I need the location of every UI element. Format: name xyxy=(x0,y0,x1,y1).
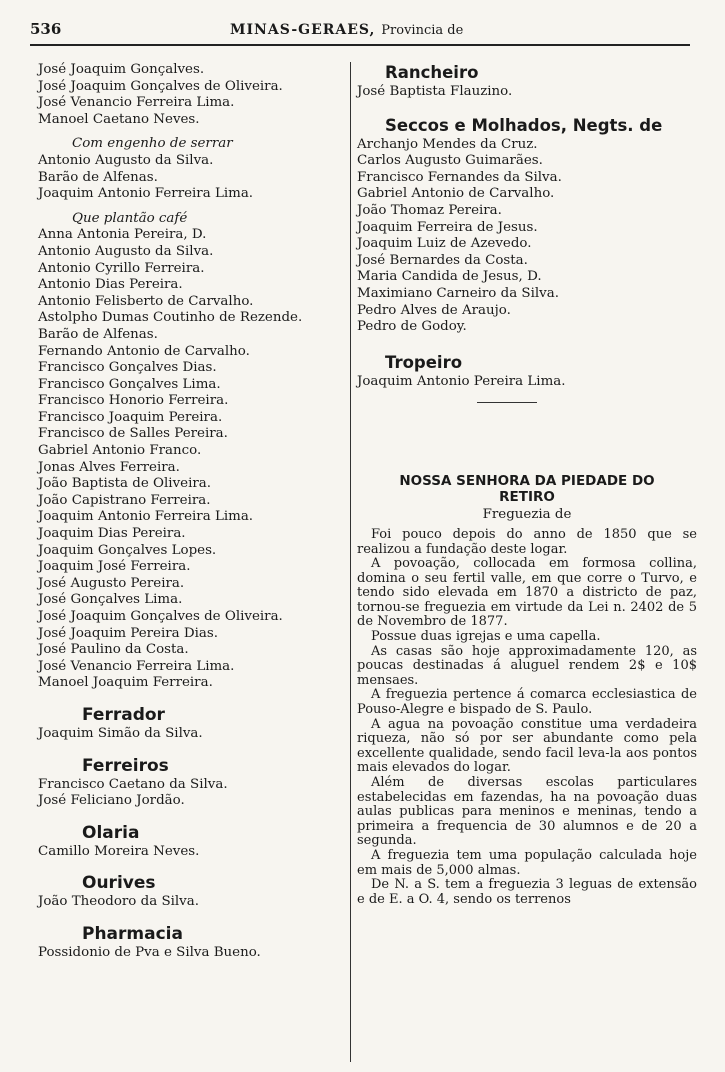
list-item: Francisco Gonçalves Lima. xyxy=(38,376,221,392)
list-engenho xyxy=(38,153,348,203)
page-number: 536 xyxy=(30,20,62,38)
cafe-heading: Que plantão café xyxy=(72,210,188,226)
list-item: Gabriel Antonio de Carvalho. xyxy=(357,186,555,202)
paragraph: A freguezia pertence á comarca ecclesiastica de Pouso-Alegre e bispado de S. Paulo. xyxy=(357,687,697,718)
list-item: Joaquim Ferreira de Jesus. xyxy=(357,219,538,235)
list-item: Camillo Moreira Neves. xyxy=(38,843,200,859)
tropeiro-heading: Tropeiro xyxy=(385,352,463,372)
list-item: Joaquim José Ferreira. xyxy=(38,559,191,575)
list-item: Francisco Caetano da Silva. xyxy=(38,776,228,792)
pharmacia-heading: Pharmacia xyxy=(82,923,183,944)
column-divider xyxy=(350,62,351,1062)
paragraph: As casas são hoje approximadamente 120, as poucas destinadas á aluguel rendem 2$ e 10$ mensaes. xyxy=(357,643,697,688)
list-item: José Bernardes da Costa. xyxy=(357,252,528,268)
ourives-heading: Ourives xyxy=(82,873,156,894)
seccos-heading: Seccos e Molhados, Negts. de xyxy=(385,115,663,135)
list-item: Barão de Alfenas. xyxy=(38,169,158,185)
list-item: Maximiano Carneiro da Silva. xyxy=(357,285,559,301)
list-item: José Baptista Flauzino. xyxy=(357,84,513,99)
paragraph: Foi pouco depois do anno de 1850 que se realizou a fundação deste logar. xyxy=(357,526,697,557)
left-column xyxy=(38,62,348,962)
list-item: Antonio Augusto da Silva. xyxy=(38,243,214,259)
olaria-heading: Olaria xyxy=(82,822,140,843)
article-title xyxy=(357,473,697,505)
list-item: Pedro de Godoy. xyxy=(357,319,467,335)
list-item: João Baptista de Oliveira. xyxy=(38,476,211,492)
freguezia-label: Freguezia de xyxy=(482,507,572,523)
list-item: Pedro Alves de Araujo. xyxy=(357,302,511,318)
list-item: Joaquim Gonçalves Lopes. xyxy=(38,542,217,558)
list-item: Francisco de Salles Pereira. xyxy=(38,426,228,442)
list-item: Joaquim Antonio Pereira Lima. xyxy=(357,373,566,389)
running-title xyxy=(230,22,463,38)
header-rule xyxy=(30,44,690,46)
list-item: Joaquim Luiz de Azevedo. xyxy=(357,236,532,252)
list-item: José Feliciano Jordão. xyxy=(38,793,185,809)
list-item: Barão de Alfenas. xyxy=(38,326,158,342)
list-item: João Theodoro da Silva. xyxy=(38,894,199,910)
list-item: José Venancio Ferreira Lima. xyxy=(38,95,235,111)
list-item: Francisco Gonçalves Dias. xyxy=(38,360,217,376)
article-title-line2: RETIRO xyxy=(499,489,555,506)
list-item: Antonio Augusto da Silva. xyxy=(38,152,214,168)
list-item: Antonio Felisberto de Carvalho. xyxy=(38,293,254,309)
list-item: José Joaquim Gonçalves de Oliveira. xyxy=(38,78,283,94)
engenho-heading: Com engenho de serrar xyxy=(72,136,233,152)
list-item: Joaquim Simão da Silva. xyxy=(38,725,203,741)
paragraph: Possue duas igrejas e uma capella. xyxy=(371,629,601,645)
list-item: José Augusto Pereira. xyxy=(38,575,185,591)
paragraph: Além de diversas escolas particulares estabelecidas em fazendas, ha na povoação duas aulas publicas para meninos e meninas, tendo a primeira a frequencia de 30 alumnos e de 20 a segunda. xyxy=(357,775,697,849)
list-item: Anna Antonia Pereira, D. xyxy=(38,227,207,243)
list-item: Jonas Alves Ferreira. xyxy=(38,459,180,475)
rancheiro-heading: Rancheiro xyxy=(385,63,479,82)
list-item: Maria Candida de Jesus, D. xyxy=(357,269,542,285)
ferreiros-heading: Ferreiros xyxy=(82,755,169,776)
list-item: Carlos Augusto Guimarães. xyxy=(357,153,543,169)
list-item: João Thomaz Pereira. xyxy=(357,202,502,218)
list-item: Manoel Joaquim Ferreira. xyxy=(38,675,213,691)
list-item: José Joaquim Gonçalves. xyxy=(38,62,205,77)
list-item: José Venancio Ferreira Lima. xyxy=(38,658,235,674)
list-block1 xyxy=(38,62,348,128)
list-item: Archanjo Mendes da Cruz. xyxy=(357,136,538,152)
paragraph: A freguezia tem uma população calculada hoje em mais de 5,000 almas. xyxy=(357,847,697,878)
ferrador-heading: Ferrador xyxy=(82,704,165,725)
section-rule xyxy=(477,402,537,403)
running-title-sub: Provincia de xyxy=(381,23,464,38)
list-item: José Paulino da Costa. xyxy=(38,642,189,658)
list-item: Gabriel Antonio Franco. xyxy=(38,443,202,459)
list-item: José Joaquim Pereira Dias. xyxy=(38,625,219,641)
list-item: Antonio Cyrillo Ferreira. xyxy=(38,260,205,276)
list-item: José Joaquim Gonçalves de Oliveira. xyxy=(38,609,283,624)
list-item: Antonio Dias Pereira. xyxy=(38,277,183,293)
list-seccos xyxy=(357,137,697,336)
list-item: Francisco Joaquim Pereira. xyxy=(38,409,223,425)
paragraph: A agua na povoação constitue uma verdadeira riqueza, não só por ser abundante como pela excellente qualidade, sendo facil leva-la aos pontos mais elevados do logar. xyxy=(357,716,697,776)
list-item: João Capistrano Ferreira. xyxy=(38,492,211,508)
list-item: Francisco Fernandes da Silva. xyxy=(357,169,562,185)
paragraph: A povoação, collocada em formosa collina, domina o seu fertil valle, em que corre o Turvo, e tendo sido elevada em 1870 a districto de paz, tornou-se freguezia em virtude da Lei n. 2402 de 5 de Novembro de 1877. xyxy=(357,556,697,630)
list-item: Fernando Antonio de Carvalho. xyxy=(38,343,250,359)
list-item: José Gonçalves Lima. xyxy=(38,592,183,608)
list-item: Manoel Caetano Neves. xyxy=(38,111,200,127)
list-item: Possidonio de Pva e Silva Bueno. xyxy=(38,944,261,960)
article-title-line1: NOSSA SENHORA DA PIEDADE DO xyxy=(399,473,655,490)
list-cafe xyxy=(38,227,348,692)
running-title-main: MINAS-GERAES, xyxy=(230,22,376,38)
list-item: Joaquim Dias Pereira. xyxy=(38,526,186,542)
list-item: Joaquim Antonio Ferreira Lima. xyxy=(38,186,254,202)
page-header xyxy=(30,18,690,44)
list-item: Astolpho Dumas Coutinho de Rezende. xyxy=(38,310,303,326)
right-column xyxy=(357,62,697,907)
article-body xyxy=(357,528,697,907)
list-item: Francisco Honorio Ferreira. xyxy=(38,393,229,409)
list-item: Joaquim Antonio Ferreira Lima. xyxy=(38,509,254,525)
paragraph: De N. a S. tem a freguezia 3 leguas de extensão e de E. a O. 4, sendo os terrenos xyxy=(357,877,697,907)
